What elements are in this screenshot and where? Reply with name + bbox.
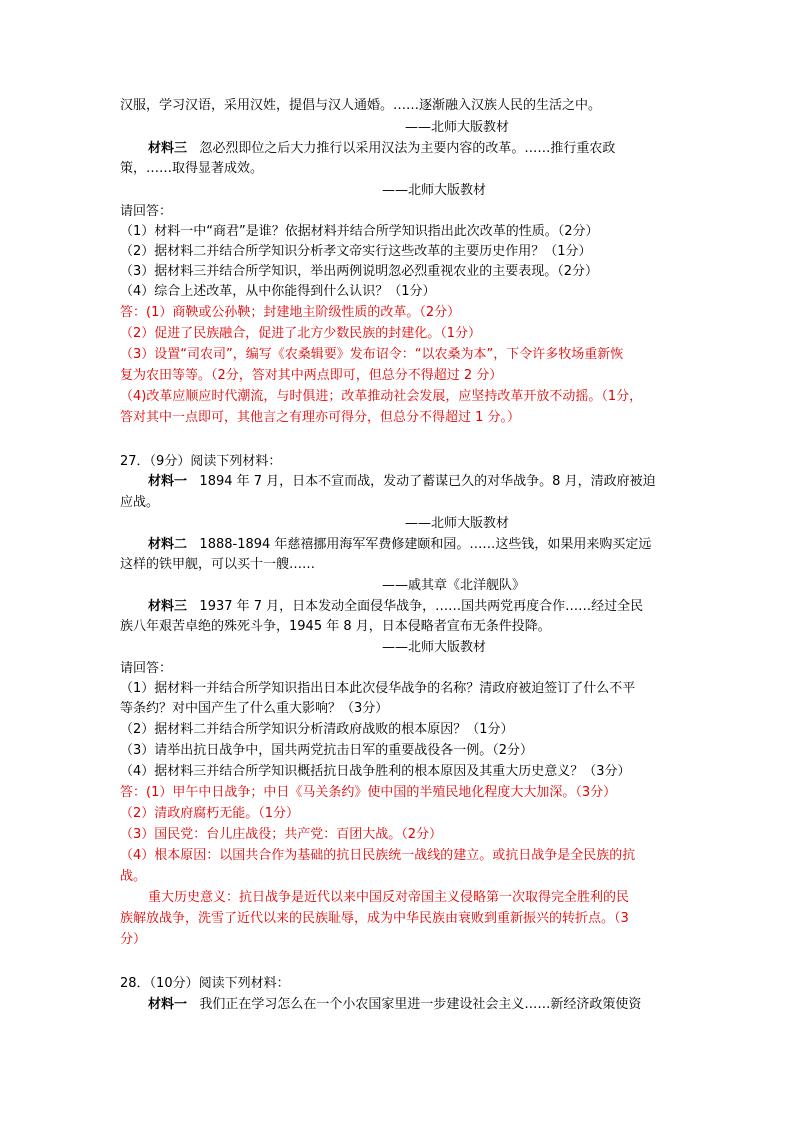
text-line: 策，……取得显著成效。 <box>120 161 264 176</box>
answer-line: 战。 <box>120 869 147 884</box>
material-label: 材料二 <box>148 537 188 552</box>
question-item: （3）据材料三并结合所学知识，举出两例说明忽必烈重视农业的主要表现。（2分） <box>120 264 599 279</box>
answer-line: 族解放战争，洗雪了近代以来的民族耻辱，成为中华民族由衰败到重新振兴的转折点。（3 <box>120 911 629 926</box>
question-item: （1）材料一中“商君”是谁？依据材料并结合所学知识指出此次改革的性质。（2分） <box>120 224 599 239</box>
text-line: 汉服，学习汉语，采用汉姓，提倡与汉人通婚。……逐渐融入汉族人民的生活之中。 <box>120 98 602 113</box>
answer-line: 答：(1）商鞅或公孙鞅；封建地主阶级性质的改革。（2分） <box>120 305 461 320</box>
source-citation: ——戚其章《北洋舰队》 <box>382 578 526 593</box>
source-citation: ——北师大版教材 <box>382 640 487 655</box>
answer-line: （2）清政府腐朽无能。（1分） <box>120 806 300 821</box>
material-label: 材料三 <box>148 599 188 614</box>
answer-line: （3）设置“司农司”，编写《农桑辑要》发布诏令：“以农桑为本”，下令许多牧场重新恢 <box>120 347 624 362</box>
question-heading: 28．（10分）阅读下列材料： <box>120 976 290 991</box>
material-label: 材料一 <box>148 474 188 489</box>
text-line: 我们正在学习怎么在一个小农国家里进一步建设社会主义……新经济政策使资 <box>199 997 642 1012</box>
question-item: （3）请举出抗日战争中，国共两党抗击日军的重要战役各一例。（2分） <box>120 743 534 758</box>
material-paragraph <box>148 995 641 1015</box>
question-item: （2）据材料二并结合所学知识分析孝文帝实行这些改革的主要历史作用？（1分） <box>120 244 592 259</box>
questions-heading: 请回答： <box>120 661 173 676</box>
text-line: 应战。 <box>120 495 160 510</box>
answer-line: 答对其中一点即可，其他言之有理亦可得分，但总分不得超过 1 分。） <box>120 410 521 425</box>
question-item: （4）据材料三并结合所学知识概括抗日战争胜利的根本原因及其重大历史意义？（3分） <box>120 764 631 779</box>
material-paragraph <box>148 597 643 617</box>
answer-line: 答：(1）甲午中日战争；中日《马关条约》使中国的半殖民地化程度大大加深。（3分） <box>120 785 617 800</box>
source-citation: ——北师大版教材 <box>405 516 510 531</box>
question-heading: 27．（9分）阅读下列材料： <box>120 454 282 469</box>
material-paragraph <box>148 472 656 492</box>
answer-line: 复为农田等等。（2分，答对其中两点即可，但总分不得超过 2 分） <box>120 368 503 383</box>
text-line: 这样的铁甲舰，可以买十一艘…… <box>120 557 316 572</box>
material-paragraph <box>148 535 651 555</box>
text-line: 忽必烈即位之后大力推行以采用汉法为主要内容的改革。……推行重农政 <box>199 141 616 156</box>
answer-line: （4）根本原因：以国共合作为基础的抗日民族统一战线的建立。或抗日战争是全民族的抗 <box>120 848 636 863</box>
text-line: 族八年艰苦卓绝的殊死斗争，1945 年 8 月，日本侵略者宣布无条件投降。 <box>120 619 551 634</box>
source-citation: ——北师大版教材 <box>405 120 510 135</box>
question-item: 等条约？对中国产生了什么重大影响？（3分） <box>120 701 389 716</box>
material-label: 材料一 <box>148 997 188 1012</box>
text-line: 1894 年 7 月，日本不宣而战，发动了蓄谋已久的对华战争。8 月，清政府被迫 <box>199 474 656 489</box>
material-label: 材料三 <box>148 141 188 156</box>
questions-heading: 请回答： <box>120 204 173 219</box>
text-line: 1888-1894 年慈禧挪用海军军费修建颐和园。……这些钱，如果用来购买定远 <box>199 537 652 552</box>
question-item: （1）据材料一并结合所学知识指出日本此次侵华战争的名称？清政府被迫签订了什么不平 <box>120 681 636 696</box>
answer-line: （3）国民党：台儿庄战役；共产党：百团大战。（2分） <box>120 827 443 842</box>
answer-line: （4)改革应顺应时代潮流，与时俱进；改革推动社会发展，应坚持改革开放不动摇。（1分， <box>120 389 643 404</box>
source-citation: ——北师大版教材 <box>382 183 487 198</box>
answer-line: （2）促进了民族融合，促进了北方少数民族的封建化。（1分） <box>120 326 482 341</box>
answer-line: 分） <box>120 932 147 947</box>
question-item: （2）据材料二并结合所学知识分析清政府战败的根本原因？（1分） <box>120 722 514 737</box>
text-line: 1937 年 7 月，日本发动全面侵华战争，……国共两党再度合作……经过全民 <box>199 599 644 614</box>
question-item: （4）综合上述改革，从中你能得到什么认识？（1分） <box>120 284 436 299</box>
material-paragraph <box>148 139 615 159</box>
answer-line: 重大历史意义：抗日战争是近代以来中国反对帝国主义侵略第一次取得完全胜利的民 <box>148 890 630 905</box>
